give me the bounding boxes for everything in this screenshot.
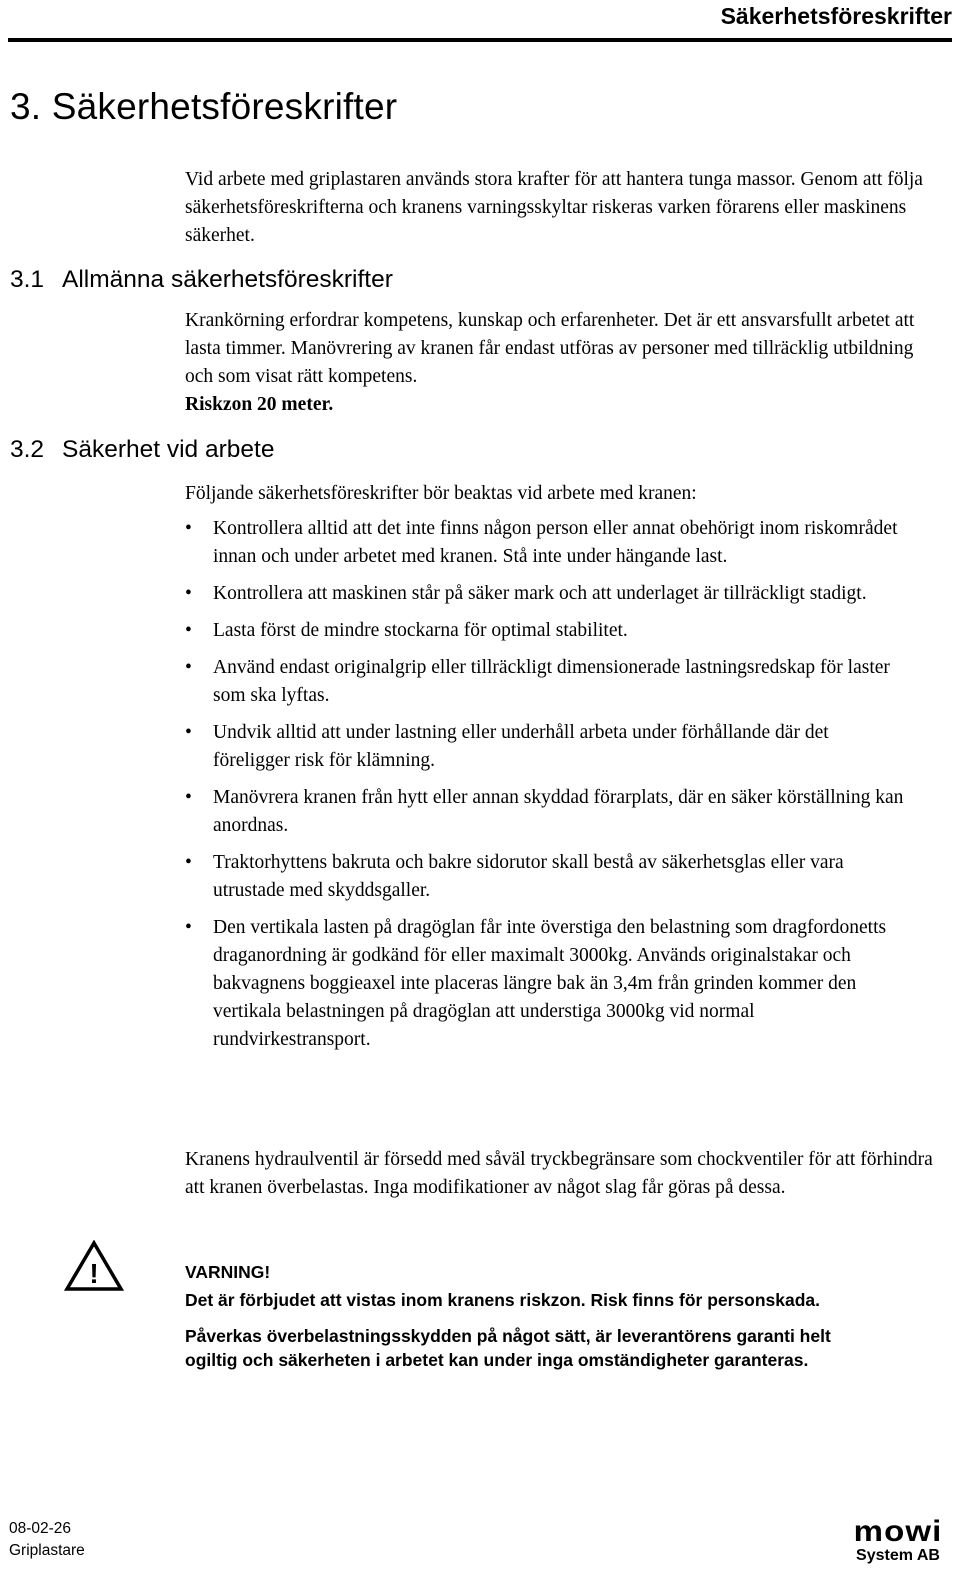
list-item-text: Traktorhyttens bakruta och bakre sidorutor skall bestå av säkerhetsglas eller vara utrustade med skyddsgaller. xyxy=(213,852,844,901)
section-3-1-body xyxy=(185,307,945,419)
list-item xyxy=(185,849,905,905)
section-3-1-number: 3.1 xyxy=(10,266,45,293)
riskzon-emphasis: Riskzon 20 meter. xyxy=(185,394,334,415)
bullet-icon: • xyxy=(185,518,192,539)
mowi-logo xyxy=(848,1517,948,1565)
bullet-icon: • xyxy=(185,917,192,938)
section-3-1-heading xyxy=(10,266,393,294)
list-item xyxy=(185,580,905,608)
list-item-text: Undvik alltid att under lastning eller underhåll arbeta under förhållande där det föreligger risk för klämning. xyxy=(213,722,829,771)
section-3-2-lead xyxy=(185,480,945,508)
section-3-1-title: Allmänna säkerhetsföreskrifter xyxy=(62,266,393,293)
bullet-icon: • xyxy=(185,657,192,678)
safety-bullet-list xyxy=(185,515,905,1063)
lead-text: Följande säkerhetsföreskrifter bör beaktas vid arbete med kranen: xyxy=(185,483,697,504)
header-rule xyxy=(8,38,952,42)
warning-triangle-icon xyxy=(64,1240,124,1292)
list-item xyxy=(185,515,905,571)
intro-paragraph: Vid arbete med griplastaren används stora krafter för att hantera tunga massor. Genom att följa säkerhetsföreskrifterna och kranens varningsskyltar riskeras varken förarens eller maskinens säkerhet. xyxy=(185,169,923,246)
section-3-2-closing xyxy=(185,1146,945,1202)
list-item-text: Den vertikala lasten på dragöglan får inte överstiga den belastning som dragfordonetts draganordning är godkänd för eller maximalt 3000kg. Används originalstakar och bakvagnens boggieaxel inte placeras längre bak än 3,4m från grinden kommer den vertikala belastningen på dragöglan att understiga 3000kg vid normal rundvirkestransport. xyxy=(213,917,887,1050)
section-3-1-text: Krankörning erfordrar kompetens, kunskap och erfarenheter. Det är ett ansvarsfullt arbetet att lasta timmer. Manövrering av kranen får endast utföras av personer med tillräcklig utbildning och som visat rätt kompetens. xyxy=(185,310,915,387)
logo-subtitle: System AB xyxy=(856,1547,940,1564)
bullet-icon: • xyxy=(185,583,192,604)
list-item xyxy=(185,914,905,1054)
list-item-text: Kontrollera alltid att det inte finns någon person eller annat obehörigt inom riskområdet innan och under arbetet med kranen. Stå inte under hängande last. xyxy=(213,518,898,567)
footer-product: Griplastare xyxy=(9,1542,85,1559)
warning-text-2: Påverkas överbelastningsskydden på något sätt, är leverantörens garanti helt ogiltig och säkerheten i arbetet kan under inga omständigheter garanteras. xyxy=(185,1326,831,1370)
footer-date: 08-02-26 xyxy=(9,1520,72,1537)
bullet-icon: • xyxy=(185,620,192,641)
logo-wordmark: mowi xyxy=(853,1515,943,1548)
section-3-2-title: Säkerhet vid arbete xyxy=(62,436,275,463)
bullet-icon: • xyxy=(185,787,192,808)
list-item xyxy=(185,617,905,645)
list-item xyxy=(185,784,905,840)
section-3-2-number: 3.2 xyxy=(10,436,45,463)
closing-paragraph: Kranens hydraulventil är försedd med såväl tryckbegränsare som chockventiler för att förhindra att kranen överbelastas. Inga modifikationer av något slag får göras på dessa. xyxy=(185,1149,933,1198)
section-3-title: 3. Säkerhetsföreskrifter xyxy=(10,86,398,127)
warning-box xyxy=(185,1260,885,1384)
list-item-text: Lasta först de mindre stockarna för optimal stabilitet. xyxy=(213,620,628,641)
list-item xyxy=(185,719,905,775)
bullet-icon: • xyxy=(185,722,192,743)
section-3-intro xyxy=(185,166,945,250)
warning-text-1: Det är förbjudet att vistas inom kranens riskzon. Risk finns för personskada. xyxy=(185,1290,821,1310)
list-item-text: Manövrera kranen från hytt eller annan skyddad förarplats, där en säker körställning kan anordnas. xyxy=(213,787,904,836)
running-header-title: Säkerhetsföreskrifter xyxy=(720,3,952,29)
footer-info xyxy=(9,1518,85,1562)
warning-label: VARNING! xyxy=(185,1262,271,1282)
list-item-text: Kontrollera att maskinen står på säker mark och att underlaget är tillräckligt stadigt. xyxy=(213,583,867,604)
bullet-icon: • xyxy=(185,852,192,873)
section-3-2-heading xyxy=(10,436,274,464)
warning-exclamation: ! xyxy=(89,1258,99,1289)
list-item-text: Använd endast originalgrip eller tillräckligt dimensionerade lastningsredskap för laster som ska lyftas. xyxy=(213,657,890,706)
list-item xyxy=(185,654,905,710)
